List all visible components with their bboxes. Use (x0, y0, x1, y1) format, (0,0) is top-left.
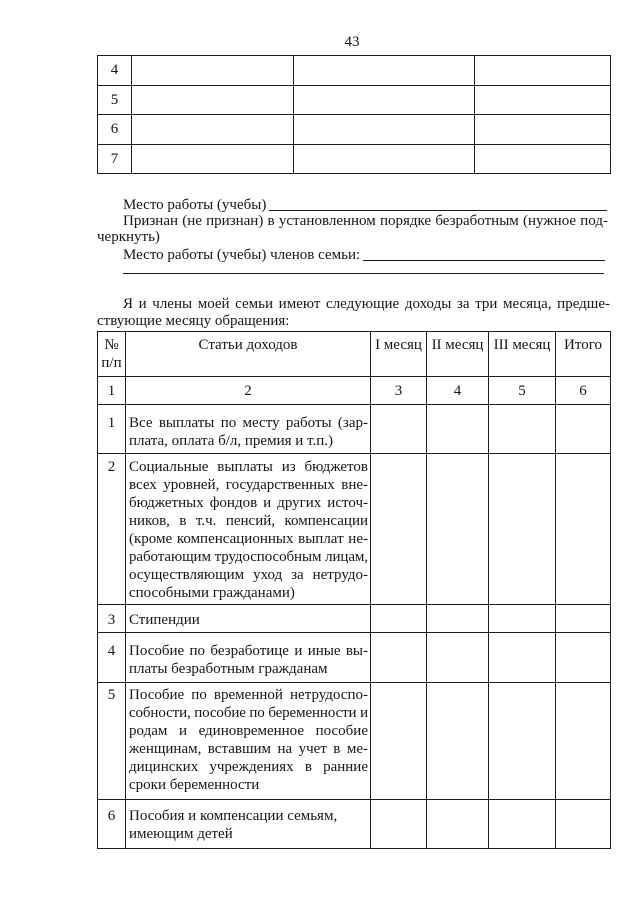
month-1-cell (371, 633, 427, 683)
income-item-line: Стипендии (129, 612, 200, 628)
income-item-line: дицинских учреждениях в ранние (129, 759, 368, 775)
header-row (98, 332, 611, 377)
blank-cell (132, 144, 294, 174)
income-item-line: способными гражданами) (129, 585, 295, 601)
income-table (97, 331, 611, 849)
top-table-row (98, 56, 611, 86)
total-cell (556, 605, 611, 633)
income-item-cell (126, 454, 371, 605)
row-number-cell: 4 (98, 56, 132, 86)
row-number-cell: 2 (98, 454, 126, 605)
header-month-1-cell: I месяц (371, 332, 427, 377)
income-item-line: всех уровней, государственных вне- (129, 477, 368, 493)
column-number-cell: 4 (427, 377, 489, 405)
income-intro-line: ствующие месяцу обращения: (97, 313, 290, 329)
column-number-cell: 1 (98, 377, 126, 405)
top-table-row (98, 144, 611, 174)
family-workplace-blank-line (363, 260, 605, 261)
blank-cell (132, 115, 294, 145)
income-table-body (98, 332, 611, 849)
row-number-cell: 4 (98, 633, 126, 683)
month-1-cell (371, 405, 427, 454)
income-item-line: ников, в т.ч. пенсий, компенсации (129, 513, 368, 529)
header-number-cell (98, 332, 126, 377)
blank-cell (475, 144, 611, 174)
month-1-cell (371, 454, 427, 605)
month-2-cell (427, 605, 489, 633)
total-cell (556, 454, 611, 605)
top-table (97, 55, 611, 174)
family-workplace-extra-blank-line (123, 273, 604, 274)
income-row (98, 605, 611, 633)
income-intro-line: Я и члены моей семьи имеют следующие доходы за три месяца, предше- (123, 296, 610, 312)
total-cell (556, 405, 611, 454)
income-item-line: Социальные выплаты из бюджетов (129, 459, 368, 475)
income-row (98, 800, 611, 849)
income-item-line: плата, оплата б/л, премия и т.п.) (129, 433, 333, 449)
total-cell (556, 683, 611, 800)
month-3-cell (489, 633, 556, 683)
row-number-cell: 5 (98, 85, 132, 115)
blank-cell (294, 56, 475, 86)
income-item-line: женщинам, вставшим на учет в ме- (129, 741, 368, 757)
column-numbers-row (98, 377, 611, 405)
income-item-cell (126, 605, 371, 633)
month-3-cell (489, 800, 556, 849)
header-item-cell: Статьи доходов (126, 332, 371, 377)
total-cell (556, 633, 611, 683)
income-item-cell (126, 633, 371, 683)
income-item-cell (126, 800, 371, 849)
month-2-cell (427, 800, 489, 849)
row-number-cell: 7 (98, 144, 132, 174)
month-2-cell (427, 633, 489, 683)
income-item-line: Пособие по безработице и иные вы- (129, 643, 368, 659)
income-item-line: Все выплаты по месту работы (зар- (129, 415, 368, 431)
blank-cell (475, 115, 611, 145)
month-1-cell (371, 683, 427, 800)
income-item-line: осуществляющим уход за нетрудо- (129, 567, 368, 583)
header-month-2-cell: II месяц (427, 332, 489, 377)
workplace-blank-line (269, 210, 607, 211)
header-number-line: п/п (101, 355, 122, 371)
month-3-cell (489, 405, 556, 454)
income-item-line: собности, пособие по беременности и (129, 705, 368, 721)
header-total-cell: Итого (556, 332, 611, 377)
month-3-cell (489, 454, 556, 605)
row-number-cell: 1 (98, 405, 126, 454)
top-table-body (98, 56, 611, 174)
income-item-line: Пособия и компенсации семьям, (129, 808, 338, 824)
header-number-line: № (104, 337, 119, 353)
month-2-cell (427, 683, 489, 800)
total-cell (556, 800, 611, 849)
income-item-line: платы безработным гражданам (129, 661, 328, 677)
blank-cell (132, 56, 294, 86)
income-row (98, 405, 611, 454)
row-number-cell: 5 (98, 683, 126, 800)
income-row (98, 633, 611, 683)
income-item-line: родам и единовременное пособие (129, 723, 368, 739)
blank-cell (132, 85, 294, 115)
month-3-cell (489, 605, 556, 633)
income-item-line: бюджетных фондов и других источ- (129, 495, 368, 511)
blank-cell (475, 56, 611, 86)
income-item-line: работающим трудоспособным лицам, (129, 549, 368, 565)
income-item-cell (126, 405, 371, 454)
row-number-cell: 6 (98, 115, 132, 145)
unemployed-status-line: Признан (не признан) в установленном порядке безработным (нужное под- (123, 213, 608, 229)
month-2-cell (427, 405, 489, 454)
income-row (98, 683, 611, 800)
column-number-cell: 3 (371, 377, 427, 405)
blank-cell (294, 115, 475, 145)
header-month-3-cell: III месяц (489, 332, 556, 377)
column-number-cell: 2 (126, 377, 371, 405)
family-workplace-label: Место работы (учебы) членов семьи: (123, 247, 361, 263)
row-number-cell: 6 (98, 800, 126, 849)
unemployed-status-line: черкнуть) (97, 229, 160, 245)
month-1-cell (371, 605, 427, 633)
month-1-cell (371, 800, 427, 849)
income-row (98, 454, 611, 605)
family-workplace-field (123, 246, 605, 264)
blank-cell (475, 85, 611, 115)
blank-cell (294, 85, 475, 115)
income-item-line: (кроме компенсационных выплат не- (129, 531, 368, 547)
income-item-line: имеющим детей (129, 826, 233, 842)
workplace-label: Место работы (учебы) (123, 197, 267, 213)
month-2-cell (427, 454, 489, 605)
column-number-cell: 5 (489, 377, 556, 405)
income-item-cell (126, 683, 371, 800)
income-item-line: Пособие по временной нетрудоспо- (129, 687, 368, 703)
blank-cell (294, 144, 475, 174)
month-3-cell (489, 683, 556, 800)
top-table-row (98, 85, 611, 115)
row-number-cell: 3 (98, 605, 126, 633)
column-number-cell: 6 (556, 377, 611, 405)
income-item-line: сроки беременности (129, 777, 260, 793)
page-number: 43 (344, 34, 360, 50)
top-table-row (98, 115, 611, 145)
